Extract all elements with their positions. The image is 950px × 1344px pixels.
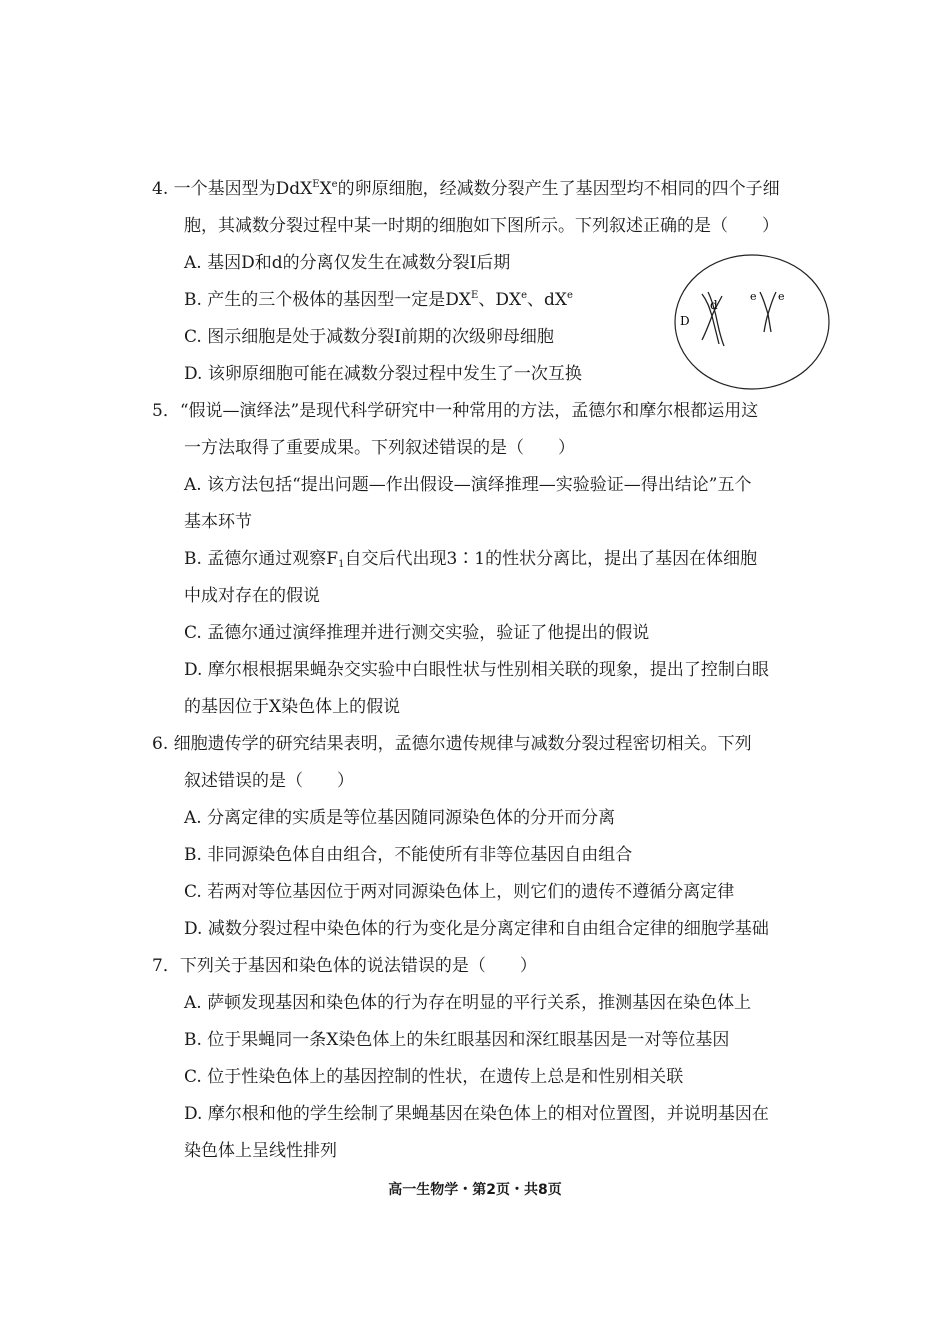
q5-stem-line1: 5．“假说—演绎法”是现代科学研究中一种常用的方法，孟德尔和摩尔根都运用这 — [152, 401, 759, 421]
q7-option-a: A. 萨顿发现基因和染色体的行为存在明显的平行关系，推测基因在染色体上 — [184, 993, 752, 1013]
chromosome-pair-ee — [760, 292, 776, 332]
q5-option-d-line1: D. 摩尔根根据果蝇杂交实验中白眼性状与性别相关联的现象，提出了控制白眼 — [184, 660, 769, 680]
q4-option-a: A. 基因D和d的分离仅发生在减数分裂Ⅰ后期 — [184, 253, 511, 273]
q5-stem-line2: 一方法取得了重要成果。下列叙述错误的是（ ） — [184, 438, 575, 458]
q5-option-d-line2: 的基因位于X染色体上的假说 — [184, 697, 401, 717]
q5-option-b-line1: B. 孟德尔通过观察$F_1$自交后代出现3∶1的性状分离比，提出了基因在体细胞 — [184, 549, 758, 570]
page-footer: 高一生物学・第2页・共8页 — [388, 1182, 562, 1198]
q6-option-c: C. 若两对等位基因位于两对同源染色体上，则它们的遗传不遵循分离定律 — [184, 882, 735, 902]
label-D: D — [680, 314, 690, 328]
q6-option-d: D. 减数分裂过程中染色体的行为变化是分离定律和自由组合定律的细胞学基础 — [184, 919, 769, 939]
label-e-right: e — [778, 290, 785, 303]
q4-stem-line2: 胞，其减数分裂过程中某一时期的细胞如下图所示。下列叙述正确的是（ ） — [184, 216, 779, 236]
q4-option-d: D. 该卵原细胞可能在减数分裂过程中发生了一次互换 — [184, 364, 582, 384]
q7-option-c: C. 位于性染色体上的基因控制的性状，在遗传上总是和性别相关联 — [184, 1067, 684, 1087]
q6-stem-line2: 叙述错误的是（ ） — [184, 771, 354, 791]
q6-stem-line1: 6. 细胞遗传学的研究结果表明，孟德尔遗传规律与减数分裂过程密切相关。下列 — [152, 734, 752, 754]
label-d: d — [710, 298, 718, 312]
q5-option-a-line1: A. 该方法包括“提出问题—作出假设—演绎推理—实验验证—得出结论”五个 — [184, 475, 752, 495]
q5-option-b-line2: 中成对存在的假说 — [184, 586, 320, 606]
q5-option-a-line2: 基本环节 — [184, 512, 252, 532]
q6-option-a: A. 分离定律的实质是等位基因随同源染色体的分开而分离 — [184, 808, 616, 828]
q7-option-d-line2: 染色体上呈线性排列 — [184, 1141, 337, 1161]
cell-diagram — [672, 252, 832, 392]
q7-option-b: B. 位于果蝇同一条X染色体上的朱红眼基因和深红眼基因是一对等位基因 — [184, 1030, 730, 1050]
cell-membrane — [675, 255, 829, 389]
q7-option-d-line1: D. 摩尔根和他的学生绘制了果蝇基因在染色体上的相对位置图，并说明基因在 — [184, 1104, 769, 1124]
q4-option-c: C. 图示细胞是处于减数分裂Ⅰ前期的次级卵母细胞 — [184, 327, 554, 347]
q5-option-c: C. 孟德尔通过演绎推理并进行测交实验，验证了他提出的假说 — [184, 623, 650, 643]
q7-stem-line1: 7．下列关于基因和染色体的说法错误的是（ ） — [152, 956, 537, 976]
q6-option-b: B. 非同源染色体自由组合，不能使所有非等位基因自由组合 — [184, 845, 633, 865]
q4-stem-line1: 4. 一个基因型为DdX$^E$Xe的卵原细胞，经减数分裂产生了基因型均不相同的四个子细 — [152, 179, 780, 199]
label-e-left: e — [750, 290, 757, 303]
q4-option-b: B. 产生的三个极体的基因型一定是$DX^E$、DXe、$dX^e$ — [184, 290, 573, 310]
